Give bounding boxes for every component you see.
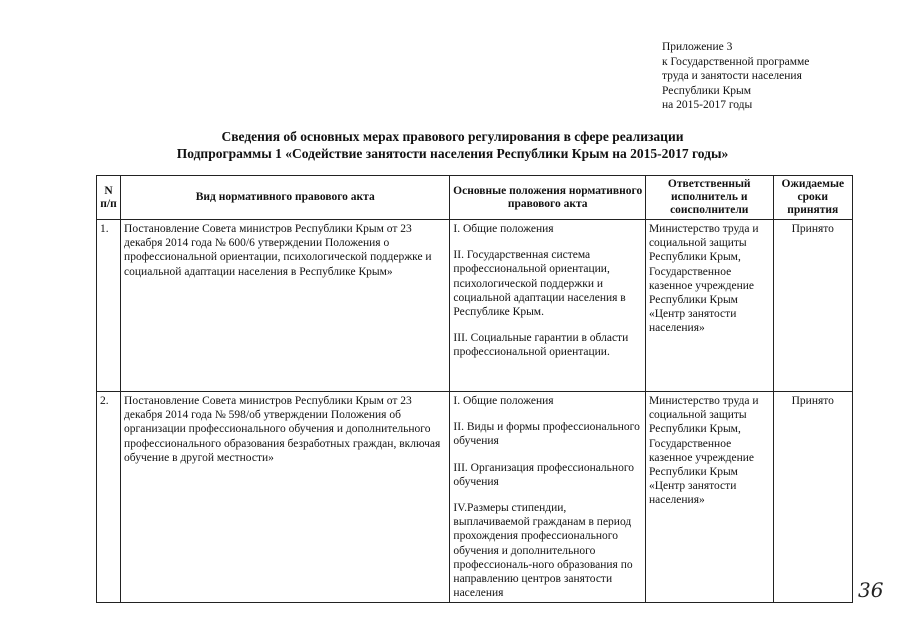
header-provisions: Основные положения нормативного правового акта (450, 176, 646, 220)
appendix-line: труда и занятости населения (662, 70, 802, 82)
act-description: Постановление Совета министров Республики Крым от 23 декабря 2014 года № 598/об утверждении Положения об организации профессионального обучения и дополнительного профессионального образования безработных граждан, включая обучение в другой местности» (121, 392, 450, 603)
legal-acts-table (96, 175, 853, 603)
act-description: Постановление Совета министров Республики Крым от 23 декабря 2014 года № 600/6 утверждении Положения о профессиональной ориентации, психологической поддержке и социальной адаптации населения в Республике Крым» (121, 220, 450, 392)
appendix-line: Республики Крым (662, 84, 751, 97)
provision-item: I. Общие положения (453, 395, 554, 407)
appendix-note (662, 40, 809, 113)
provision-item: IV.Размеры стипендии, выплачиваемой гражданам в период прохождения профессионального обучения и дополнительного профессиональ-ного образования по направлению центров занятости населения (453, 502, 633, 600)
deadline-cell: Принято (773, 220, 852, 392)
title-line-1: Сведения об основных мерах правового регулирования в сфере реализации (221, 129, 684, 144)
row-number: 2. (97, 392, 121, 603)
handwritten-page-number: 36 (858, 578, 884, 602)
header-act: Вид нормативного правового акта (121, 176, 450, 220)
appendix-line: на 2015-2017 годы (662, 99, 753, 111)
responsible-cell: Министерство труда и социальной защиты Республики Крым, Государственное казенное учреждение Республики Крым «Центр занятости населения» (645, 220, 773, 392)
table-header-row (97, 176, 853, 220)
provision-item: III. Социальные гарантии в области профессиональной ориентации. (453, 332, 629, 359)
header-deadline: Ожидаемые сроки принятия (773, 176, 852, 220)
provision-item: III. Организация профессионального обучения (453, 461, 635, 488)
provisions-cell (450, 220, 646, 392)
table-row (97, 220, 853, 392)
provision-item: II. Виды и формы профессионального обучения (453, 421, 640, 448)
deadline-cell: Принято (773, 392, 852, 603)
appendix-line: к Государственной программе (662, 55, 810, 68)
appendix-line: Приложение 3 (662, 41, 733, 53)
table-row (97, 392, 853, 603)
header-num: N п/п (97, 176, 121, 220)
provisions-cell (450, 392, 646, 603)
title-line-2: Подпрограммы 1 «Содействие занятости населения Республики Крым на 2015-2017 годы» (176, 146, 729, 161)
provision-item: I. Общие положения (453, 223, 554, 235)
row-number: 1. (97, 220, 121, 392)
provision-item: II. Государственная система профессиональной ориентации, психологической поддержки и социальной адаптации населения в Республике Крым. (453, 249, 626, 319)
responsible-cell: Министерство труда и социальной защиты Республики Крым, Государственное казенное учреждение Республики Крым «Центр занятости населения» (645, 392, 773, 603)
header-responsible: Ответственный исполнитель и соисполнители (645, 176, 773, 220)
document-title (0, 128, 905, 162)
